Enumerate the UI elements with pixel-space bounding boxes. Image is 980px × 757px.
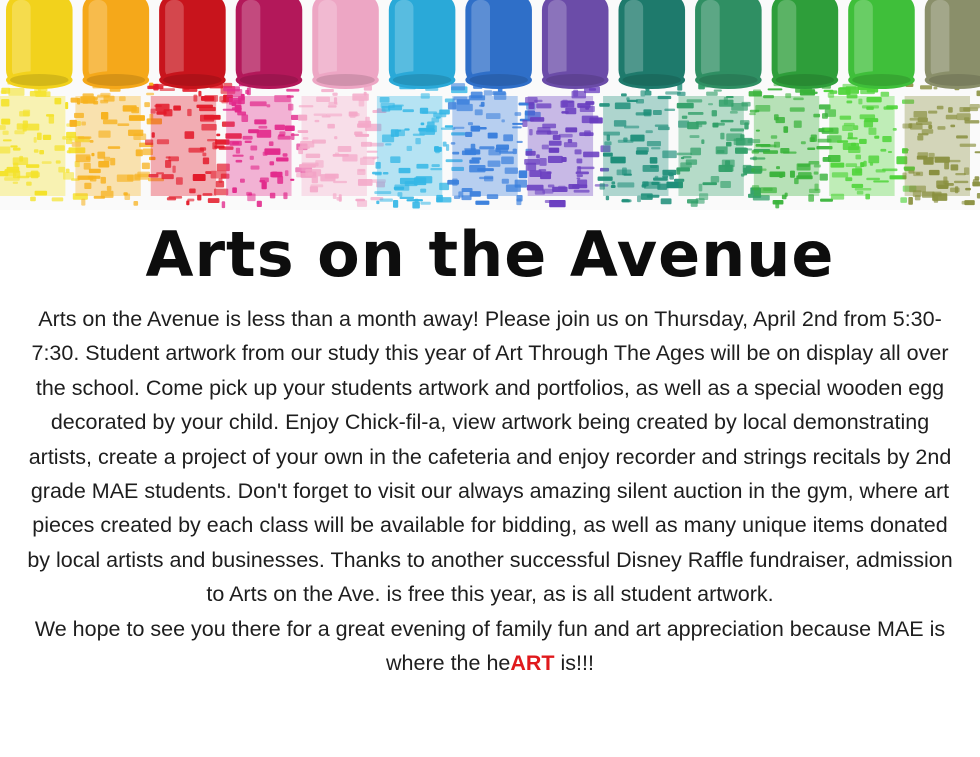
announcement-paragraph: Arts on the Avenue is less than a month away! Please join us on Thursday, April 2nd from 5:30-7:30. Student artwork from our study this year of Art Through The Ages will be on display all over the school. Come pick up your students artwork and portfolios, as well as a special wooden egg decorated by your child. Enjoy Chick-fil-a, view artwork being created by local demonstrating artists, create a project of your own in the cafeteria and enjoy recorder and strings recitals by 2nd grade MAE students. Don't forget to visit our always amazing silent auction in the gym, where art pieces created by each class will be available for bidding, as well as many unique items donated by local artists and businesses. Thanks to another successful Disney Raffle fundraiser, admission to Arts on the Ave. is free this year, as is all student artwork.: [27, 307, 953, 607]
announcement-body: [20, 302, 960, 680]
crayon-stick: [6, 0, 73, 89]
crayon-stick: [772, 0, 839, 89]
crayon-stick: [465, 0, 532, 89]
crayon-stick: [159, 0, 226, 89]
crayon-stick: [619, 0, 686, 89]
crayon-stick: [312, 0, 379, 89]
crayon-stick: [236, 0, 303, 89]
crayon-stick: [83, 0, 150, 89]
heart-suffix: is!!!: [554, 651, 594, 676]
page-title: Arts on the Avenue: [145, 218, 835, 291]
crayon-pastels-icon: [0, 0, 980, 210]
crayon-stick: [542, 0, 609, 89]
closing-text: We hope to see you there for a great evening of family fun and art appreciation because MAE is where the: [34, 616, 946, 676]
header-image: [0, 0, 980, 210]
crayon-stick: [389, 0, 456, 89]
crayon-stick: [925, 0, 980, 89]
heart-prefix: he: [486, 651, 511, 676]
crayon-stick: [695, 0, 762, 89]
pastel-stroke: [902, 83, 980, 205]
crayon-stick: [848, 0, 915, 89]
heart-accent-text: ART: [510, 651, 555, 676]
closing-paragraph: [20, 612, 960, 681]
